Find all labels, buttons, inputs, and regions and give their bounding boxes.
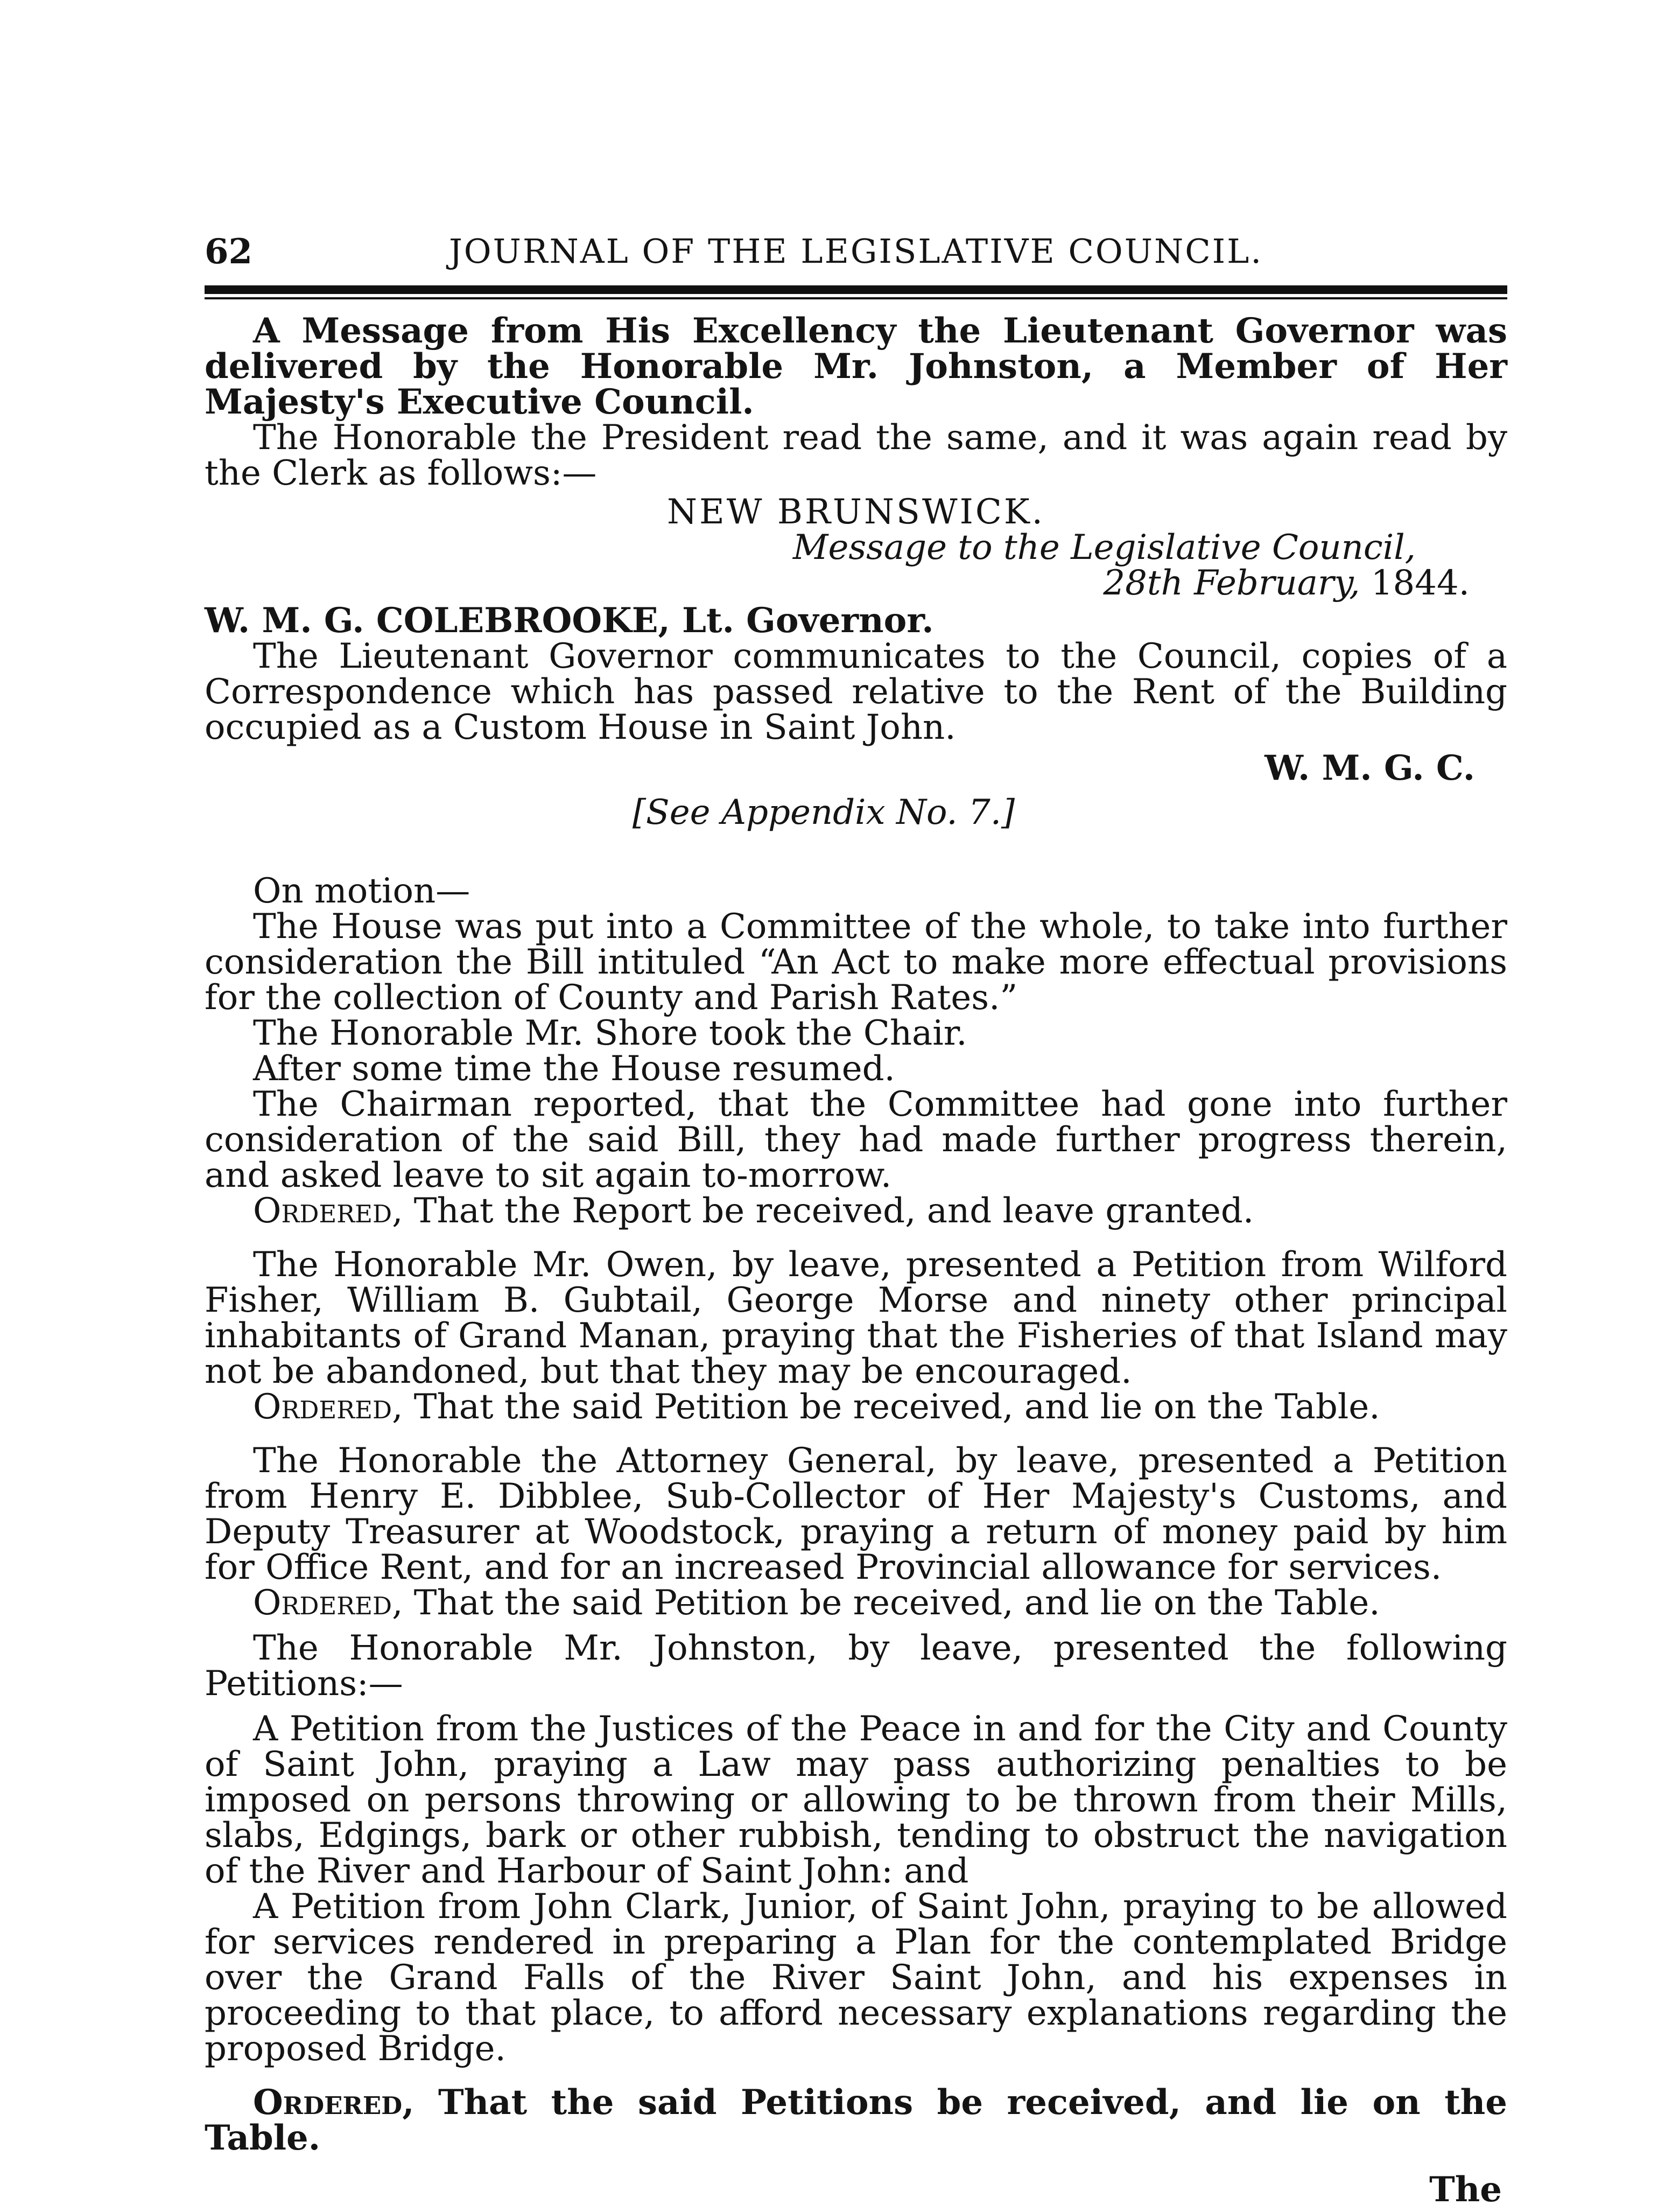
ordered-text: That the said Petition be received, and lie on the Table.	[403, 1387, 1380, 1427]
paragraph-correspondence: The Lieutenant Governor communicates to the Council, copies of a Correspondence which has passed relative to the Rent of the Building occupied as a Custom House in Saint John.	[205, 636, 1507, 747]
message-address-line: Message to the Legislative Council,	[792, 528, 1416, 568]
ordered-text: That the said Petitions be received, and lie on the Table.	[205, 2082, 1507, 2158]
paragraph-on-motion: On motion—	[253, 871, 470, 911]
message-date-line	[205, 565, 1507, 601]
paragraph-ordered-petitions	[205, 2082, 1507, 2158]
paragraph-owen-petition: The Honorable Mr. Owen, by leave, presented a Petition from Wilford Fisher, William B. Gubtail, George Morse and ninety other principal inhabitants of Grand Manan, praying that the Fisheries of that Island may not be abandoned, but that they may be encouraged.	[205, 1245, 1507, 1391]
paragraph-johnston-petitions: The Honorable Mr. Johnston, by leave, presented the following Petitions:—	[205, 1628, 1507, 1704]
ordered-label: Ordered,	[253, 1387, 403, 1427]
ordered-text: That the said Petition be received, and lie on the Table.	[403, 1583, 1380, 1623]
heading-new-brunswick: NEW BRUNSWICK.	[666, 492, 1045, 532]
paragraph-ordered-owen	[205, 1389, 1507, 1425]
running-head: JOURNAL OF THE LEGISLATIVE COUNCIL.	[448, 232, 1263, 271]
paragraph-attorney-petition: The Honorable the Attorney General, by leave, presented a Petition from Henry E. Dibblee, Sub-Collector of Her Majesty's Customs, and Deputy Treasurer at Woodstock, praying a return of money paid by him for Office Rent, and for an increased Provincial allowance for services.	[205, 1441, 1507, 1587]
page-header	[205, 221, 1507, 280]
paragraph-chair: The Honorable Mr. Shore took the Chair.	[253, 1013, 967, 1053]
ordered-label: Ordered,	[253, 1583, 403, 1623]
paragraph-message-delivered: A Message from His Excellency the Lieutenant Governor was delivered by the Honorable Mr. Johnston, a Member of Her Majesty's Executive Council.	[205, 311, 1507, 422]
header-rule-thin	[205, 297, 1507, 299]
page-number: 62	[205, 232, 253, 272]
header-rule-thick	[205, 285, 1507, 294]
paragraph-committee-whole: The House was put into a Committee of the whole, to take into further consideration the Bill intituled “An Act to make more effectual provisions for the collection of County and Parish Rates.”	[205, 907, 1507, 1018]
message-date: 28th February,	[1103, 563, 1360, 603]
ordered-label: Ordered,	[253, 2082, 414, 2123]
ordered-label: Ordered,	[253, 1191, 403, 1231]
paragraph-clark-petition: A Petition from John Clark, Junior, of Saint John, praying to be allowed for services rendered in preparing a Plan for the contemplated Bridge over the Grand Falls of the River Saint John, and his expenses in proceeding to that place, to afford necessary explanations regarding the proposed Bridge.	[205, 1887, 1507, 2069]
paragraph-house-resumed: After some time the House resumed.	[253, 1049, 895, 1089]
governor-signature-line: W. M. G. COLEBROOKE, Lt. Governor.	[205, 600, 934, 641]
paragraph-ordered-attorney	[205, 1585, 1507, 1621]
ordered-text: That the Report be received, and leave granted.	[403, 1191, 1254, 1231]
catchword: The	[1429, 2169, 1502, 2210]
governor-initials: W. M. G. C.	[1264, 748, 1475, 788]
journal-body	[205, 313, 1507, 2208]
paragraph-chairman-reported: The Chairman reported, that the Committee had gone into further consideration of the said Bill, they had made further progress therein, and asked leave to sit again to-morrow.	[205, 1084, 1507, 1195]
paragraph-president-read: The Honorable the President read the same, and it was again read by the Clerk as follows:—	[205, 418, 1507, 493]
appendix-reference: [See Appendix No. 7.]	[632, 793, 1015, 832]
paragraph-justices-petition: A Petition from the Justices of the Peace in and for the City and County of Saint John, praying a Law may pass authorizing penalties to be imposed on persons throwing or allowing to be thrown from their Mills, slabs, Edgings, bark or other rubbish, tending to obstruct the navigation of the River and Harbour of Saint John: and	[205, 1709, 1507, 1891]
paragraph-ordered-report	[205, 1193, 1507, 1229]
message-year: 1844.	[1360, 563, 1470, 603]
